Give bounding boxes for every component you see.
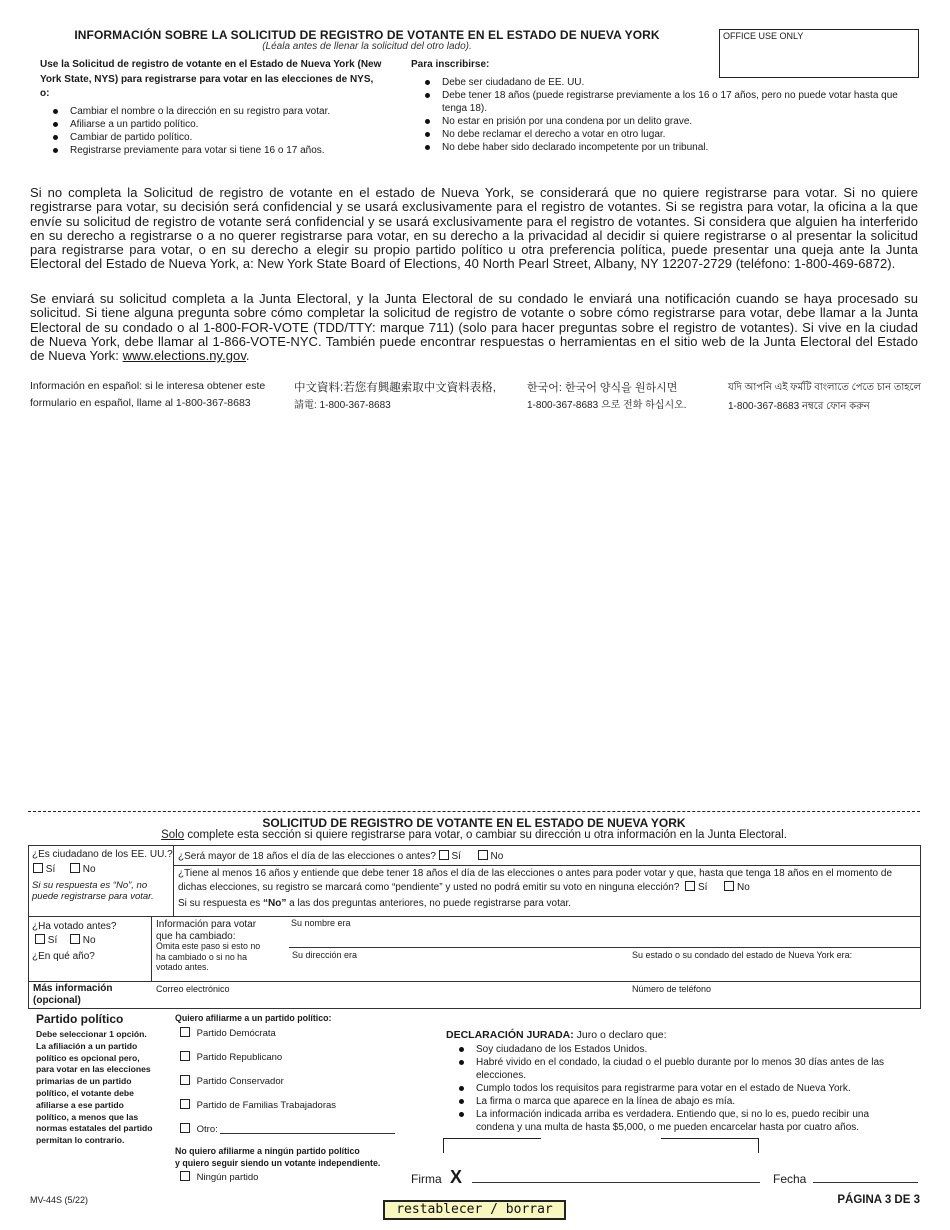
voted-no-label: No <box>82 935 96 946</box>
party-title: Partido político <box>36 1012 124 1026</box>
state-county-was-input[interactable] <box>630 962 920 981</box>
form-subtitle-rest: complete esta sección si quiere registrarse para votar, o cambiar su dirección u otra información en la Junta Electoral. <box>184 829 787 841</box>
age-no-label: No <box>490 851 504 862</box>
list-item: Debe tener 18 años (puede registrarse previamente a los 16 o 17 años, pero no puede votar hasta que tenga 18). <box>412 89 912 115</box>
signature-x: X <box>450 1167 463 1187</box>
list-item: Cambiar el nombre o la dirección en su registro para votar. <box>40 105 400 118</box>
voted-before-question: ¿Ha votado antes? <box>32 921 117 932</box>
paragraph-processing-text: Se enviará su solicitud completa a la Junta Electoral, y la Junta Electoral de su condado le enviará una notificación cuando se haya procesado su solicitud. Si tiene alguna pregunta sobre cómo completar la solicitud de registro de votante o sobre cómo registrarse para votar, debe llamar a la Junta Electoral de su condado o al 1-800-FOR-VOTE (TDD/TTY: marque 711) (solo para hacer preguntas sobre el registro de votantes). Si vive en la ciudad de Nueva York, debe llamar al 1-866-VOTE-NYC. También puede encontrar respuestas o herramientas en el sitio web de la Junta Electoral del Estado de Nueva York: <box>30 291 918 364</box>
list-item: Afiliarse a un partido político. <box>40 118 400 131</box>
list-item: Registrarse previamente para votar si tiene 16 o 17 años. <box>40 144 400 157</box>
party-democrat-label: Partido Demócrata <box>196 1028 276 1039</box>
citizen-no-checkbox[interactable] <box>70 863 80 873</box>
party-working-families-checkbox[interactable] <box>180 1099 190 1109</box>
party-republican-option[interactable] <box>180 1051 282 1063</box>
language-spanish <box>30 378 280 412</box>
changed-info-note: Omita este paso si esto no ha cambiado o si no ha votado antes. <box>156 941 261 972</box>
party-republican-label: Partido Republicano <box>196 1052 283 1063</box>
info-title: INFORMACIÓN SOBRE LA SOLICITUD DE REGISTRO DE VOTANTE EN EL ESTADO DE NUEVA YORK <box>74 28 660 42</box>
both-no-bold: “No” <box>263 898 287 909</box>
form-code: MV-44S (5/22) <box>30 1195 89 1205</box>
signature-box-corner-left <box>443 1138 541 1153</box>
info-subtitle: (Léala antes de llenar la solicitud del otro lado). <box>262 41 472 52</box>
email-label: Correo electrónico <box>156 984 230 994</box>
citizen-note: Si su respuesta es “No”, no puede registrarse para votar. <box>32 880 154 902</box>
paragraph-processing <box>30 292 918 363</box>
age16-no-checkbox[interactable] <box>724 881 734 891</box>
age16-no-label: No <box>736 881 750 893</box>
party-heading: Quiero afiliarme a un partido político: <box>175 1013 332 1023</box>
no-party-checkbox[interactable] <box>180 1171 190 1181</box>
both-no-pre: Si su respuesta es <box>178 898 264 909</box>
cut-line <box>28 811 920 812</box>
list-item: La firma o marca que aparece en la línea de abajo es mía. <box>446 1095 901 1108</box>
voted-before-options <box>35 934 96 948</box>
office-use-box <box>719 29 919 78</box>
paragraph-end: . <box>245 348 250 364</box>
page-number: PÁGINA 3 DE 3 <box>837 1194 920 1206</box>
language-spanish-line2: formulario en español, llame al 1-800-367-8683 <box>30 397 251 409</box>
intro-left-list <box>40 105 400 157</box>
citizen-yes-checkbox[interactable] <box>33 863 43 873</box>
name-was-underline <box>289 947 921 948</box>
language-bengali <box>728 378 928 416</box>
declaration-bold: DECLARACIÓN JURADA: <box>446 1029 574 1041</box>
age-question-row <box>178 850 918 864</box>
both-no-note <box>178 898 918 911</box>
office-use-label: OFFICE USE ONLY <box>723 31 804 41</box>
language-spanish-line1: Información en español: si le interesa obtener este <box>30 380 266 392</box>
list-item: No debe reclamar el derecho a votar en otro lugar. <box>412 128 912 141</box>
list-item: Cambiar de partido político. <box>40 131 400 144</box>
list-item: Habré vivido en el condado, la ciudad o el pueblo durante por lo menos 30 días antes de las elecciones. <box>446 1056 901 1082</box>
language-korean <box>527 380 727 414</box>
citizen-no-label: No <box>82 864 96 875</box>
citizen-options <box>33 863 96 877</box>
age16-yes-checkbox[interactable] <box>685 881 695 891</box>
language-korean-line1: 한국어: 한국어 양식을 원하시면 <box>527 382 678 394</box>
party-republican-checkbox[interactable] <box>180 1051 190 1061</box>
language-chinese-line2: 請電: 1-800-367-8683 <box>294 400 391 411</box>
signature-input[interactable] <box>472 1182 760 1183</box>
party-conservative-checkbox[interactable] <box>180 1075 190 1085</box>
age-yes-label: Sí <box>451 851 461 862</box>
form-subtitle-solo: Solo <box>161 829 185 841</box>
signature-label: Firma <box>411 1172 442 1186</box>
intro-left-heading: Use la Solicitud de registro de votante en el Estado de Nueva York (New York State, NYS) para registrarse para votar en las elecciones de NYS, o: <box>40 59 382 99</box>
party-working-families-option[interactable] <box>180 1099 336 1111</box>
eligibility-divider <box>173 845 174 917</box>
list-item: Soy ciudadano de los Estados Unidos. <box>446 1043 901 1056</box>
voting-history-divider <box>151 916 152 982</box>
declaration-rest: Juro o declaro que: <box>573 1029 667 1041</box>
form-subtitle <box>28 829 920 841</box>
age-yes-checkbox[interactable] <box>439 850 449 860</box>
age16-question-row <box>178 868 918 894</box>
email-input[interactable] <box>154 983 624 1008</box>
form-title: SOLICITUD DE REGISTRO DE VOTANTE EN EL ESTADO DE NUEVA YORK <box>262 816 686 830</box>
intro-right-heading: Para inscribirse: <box>411 59 490 70</box>
elections-website-link[interactable]: www.elections.ny.gov <box>122 348 246 364</box>
list-item: No debe haber sido declarado incompetente por un tribunal. <box>412 141 912 154</box>
phone-label: Número de teléfono <box>632 984 712 994</box>
phone-input[interactable] <box>630 983 920 1008</box>
independent-line1: No quiero afiliarme a ningún partido político <box>175 1146 360 1156</box>
intro-right-list <box>412 76 912 154</box>
name-was-input[interactable] <box>289 918 921 947</box>
changed-info-heading <box>156 919 286 942</box>
paragraph-confidentiality: Si no completa la Solicitud de registro de votante en el estado de Nueva York, se considerará que no quiere registrarse para votar. Si no quiere registrarse para votar, su decisión será confidencial y se usará exclusivamente para el registro de votantes. Si se registra para votar, la oficina a la que envíe su solicitud de registro de votante será confidencial y se usará exclusivamente para el registro de votantes. Si considera que alguien ha interferido en su derecho a registrarse o a no querer registrarse para votar, en su derecho a la privacidad al decidir si quiere registrarse o al presentar la solicitud para registrarse para votar, o en su derecho a elegir su propio partido político u otra preferencia política, puede presentar una queja ante la Junta Electoral del Estado de Nueva York, a: New York State Board of Elections, 40 North Pearl Street, Albany, NY 12207-2729 (teléfono: 1-800-469-6872). <box>30 185 918 272</box>
no-party-label: Ningún partido <box>196 1172 259 1183</box>
party-other-option[interactable] <box>180 1123 218 1135</box>
which-year-question: ¿En qué año? <box>32 951 95 962</box>
list-item: Debe ser ciudadano de EE. UU. <box>412 76 912 89</box>
party-conservative-label: Partido Conservador <box>196 1076 284 1087</box>
independent-note <box>175 1145 380 1169</box>
age-no-checkbox[interactable] <box>478 850 488 860</box>
address-was-label: Su dirección era <box>292 950 358 960</box>
language-chinese <box>294 380 519 414</box>
language-bengali-line2: 1-800-367-8683 নম্বরে ফোন করুন <box>728 401 870 412</box>
party-other-label: Otro: <box>196 1124 218 1135</box>
independent-line2: y quiero seguir siendo un votante independiente. <box>175 1158 381 1168</box>
reset-button[interactable]: restablecer / borrar <box>383 1200 566 1220</box>
changed-info-line1: Información para votar <box>156 919 257 930</box>
eligibility-row-divider <box>173 865 921 866</box>
language-bengali-line1: যদি আপনি এই ফর্মটি বাংলাতে পেতে চান তাহলে <box>728 382 921 393</box>
date-input[interactable] <box>813 1182 918 1183</box>
date-label: Fecha <box>773 1172 807 1186</box>
age16-yes-label: Sí <box>697 881 708 893</box>
voted-yes-label: Sí <box>47 935 58 946</box>
age-question: ¿Será mayor de 18 años el día de las elecciones o antes? <box>178 851 436 862</box>
more-info-label: Más información (opcional) <box>33 983 113 1006</box>
language-korean-line2: 1-800-367-8683 으로 전화 하십시오. <box>527 400 687 411</box>
party-note: Debe seleccionar 1 opción. La afiliación a un partido político es opcional pero, para votar en las elecciones primarias de un partido político, el votante debe afiliarse a ese partido político, a menos que las normas estatales del partido permitan lo contrario. <box>36 1029 153 1146</box>
name-was-label: Su nombre era <box>291 918 351 928</box>
party-conservative-option[interactable] <box>180 1075 284 1087</box>
party-other-input[interactable] <box>220 1133 395 1134</box>
declaration-list <box>446 1043 901 1134</box>
changed-info-line2: que ha cambiado: <box>156 930 236 942</box>
no-party-option[interactable] <box>180 1171 258 1183</box>
age16-question: ¿Tiene al menos 16 años y entiende que debe tener 18 años el día de las elecciones o antes para poder votar y que, hasta que tenga 18 años en el momento de dichas elecciones, su registro se marcará como “pendiente” y usted no podrá emitir su voto en ninguna elección? <box>178 868 893 893</box>
voted-yes-checkbox[interactable] <box>35 934 45 944</box>
address-was-input[interactable] <box>289 949 629 981</box>
signature-box-corner-right <box>661 1138 759 1153</box>
list-item: Cumplo todos los requisitos para registrarme para votar en el estado de Nueva York. <box>446 1082 901 1095</box>
language-chinese-line1: 中文資料:若您有興趣索取中文資料表格, <box>294 382 496 394</box>
list-item: La información indicada arriba es verdadera. Entiendo que, si no lo es, puedo recibir una condena y una multa de hasta $5,000, o me pueden encarcelar hasta por cuatro años. <box>446 1108 901 1134</box>
declaration-heading <box>446 1029 667 1041</box>
both-no-post: a las dos preguntas anteriores, no puede registrarse para votar. <box>286 898 572 909</box>
party-working-families-label: Partido de Familias Trabajadoras <box>196 1100 337 1111</box>
citizen-question: ¿Es ciudadano de los EE. UU.? <box>32 849 173 860</box>
party-democrat-checkbox[interactable] <box>180 1027 190 1037</box>
list-item: No estar en prisión por una condena por un delito grave. <box>412 115 912 128</box>
voted-no-checkbox[interactable] <box>70 934 80 944</box>
party-other-checkbox[interactable] <box>180 1123 190 1133</box>
state-county-was-label: Su estado o su condado del estado de Nueva York era: <box>632 950 853 960</box>
party-democrat-option[interactable] <box>180 1027 276 1039</box>
citizen-yes-label: Sí <box>45 864 56 875</box>
